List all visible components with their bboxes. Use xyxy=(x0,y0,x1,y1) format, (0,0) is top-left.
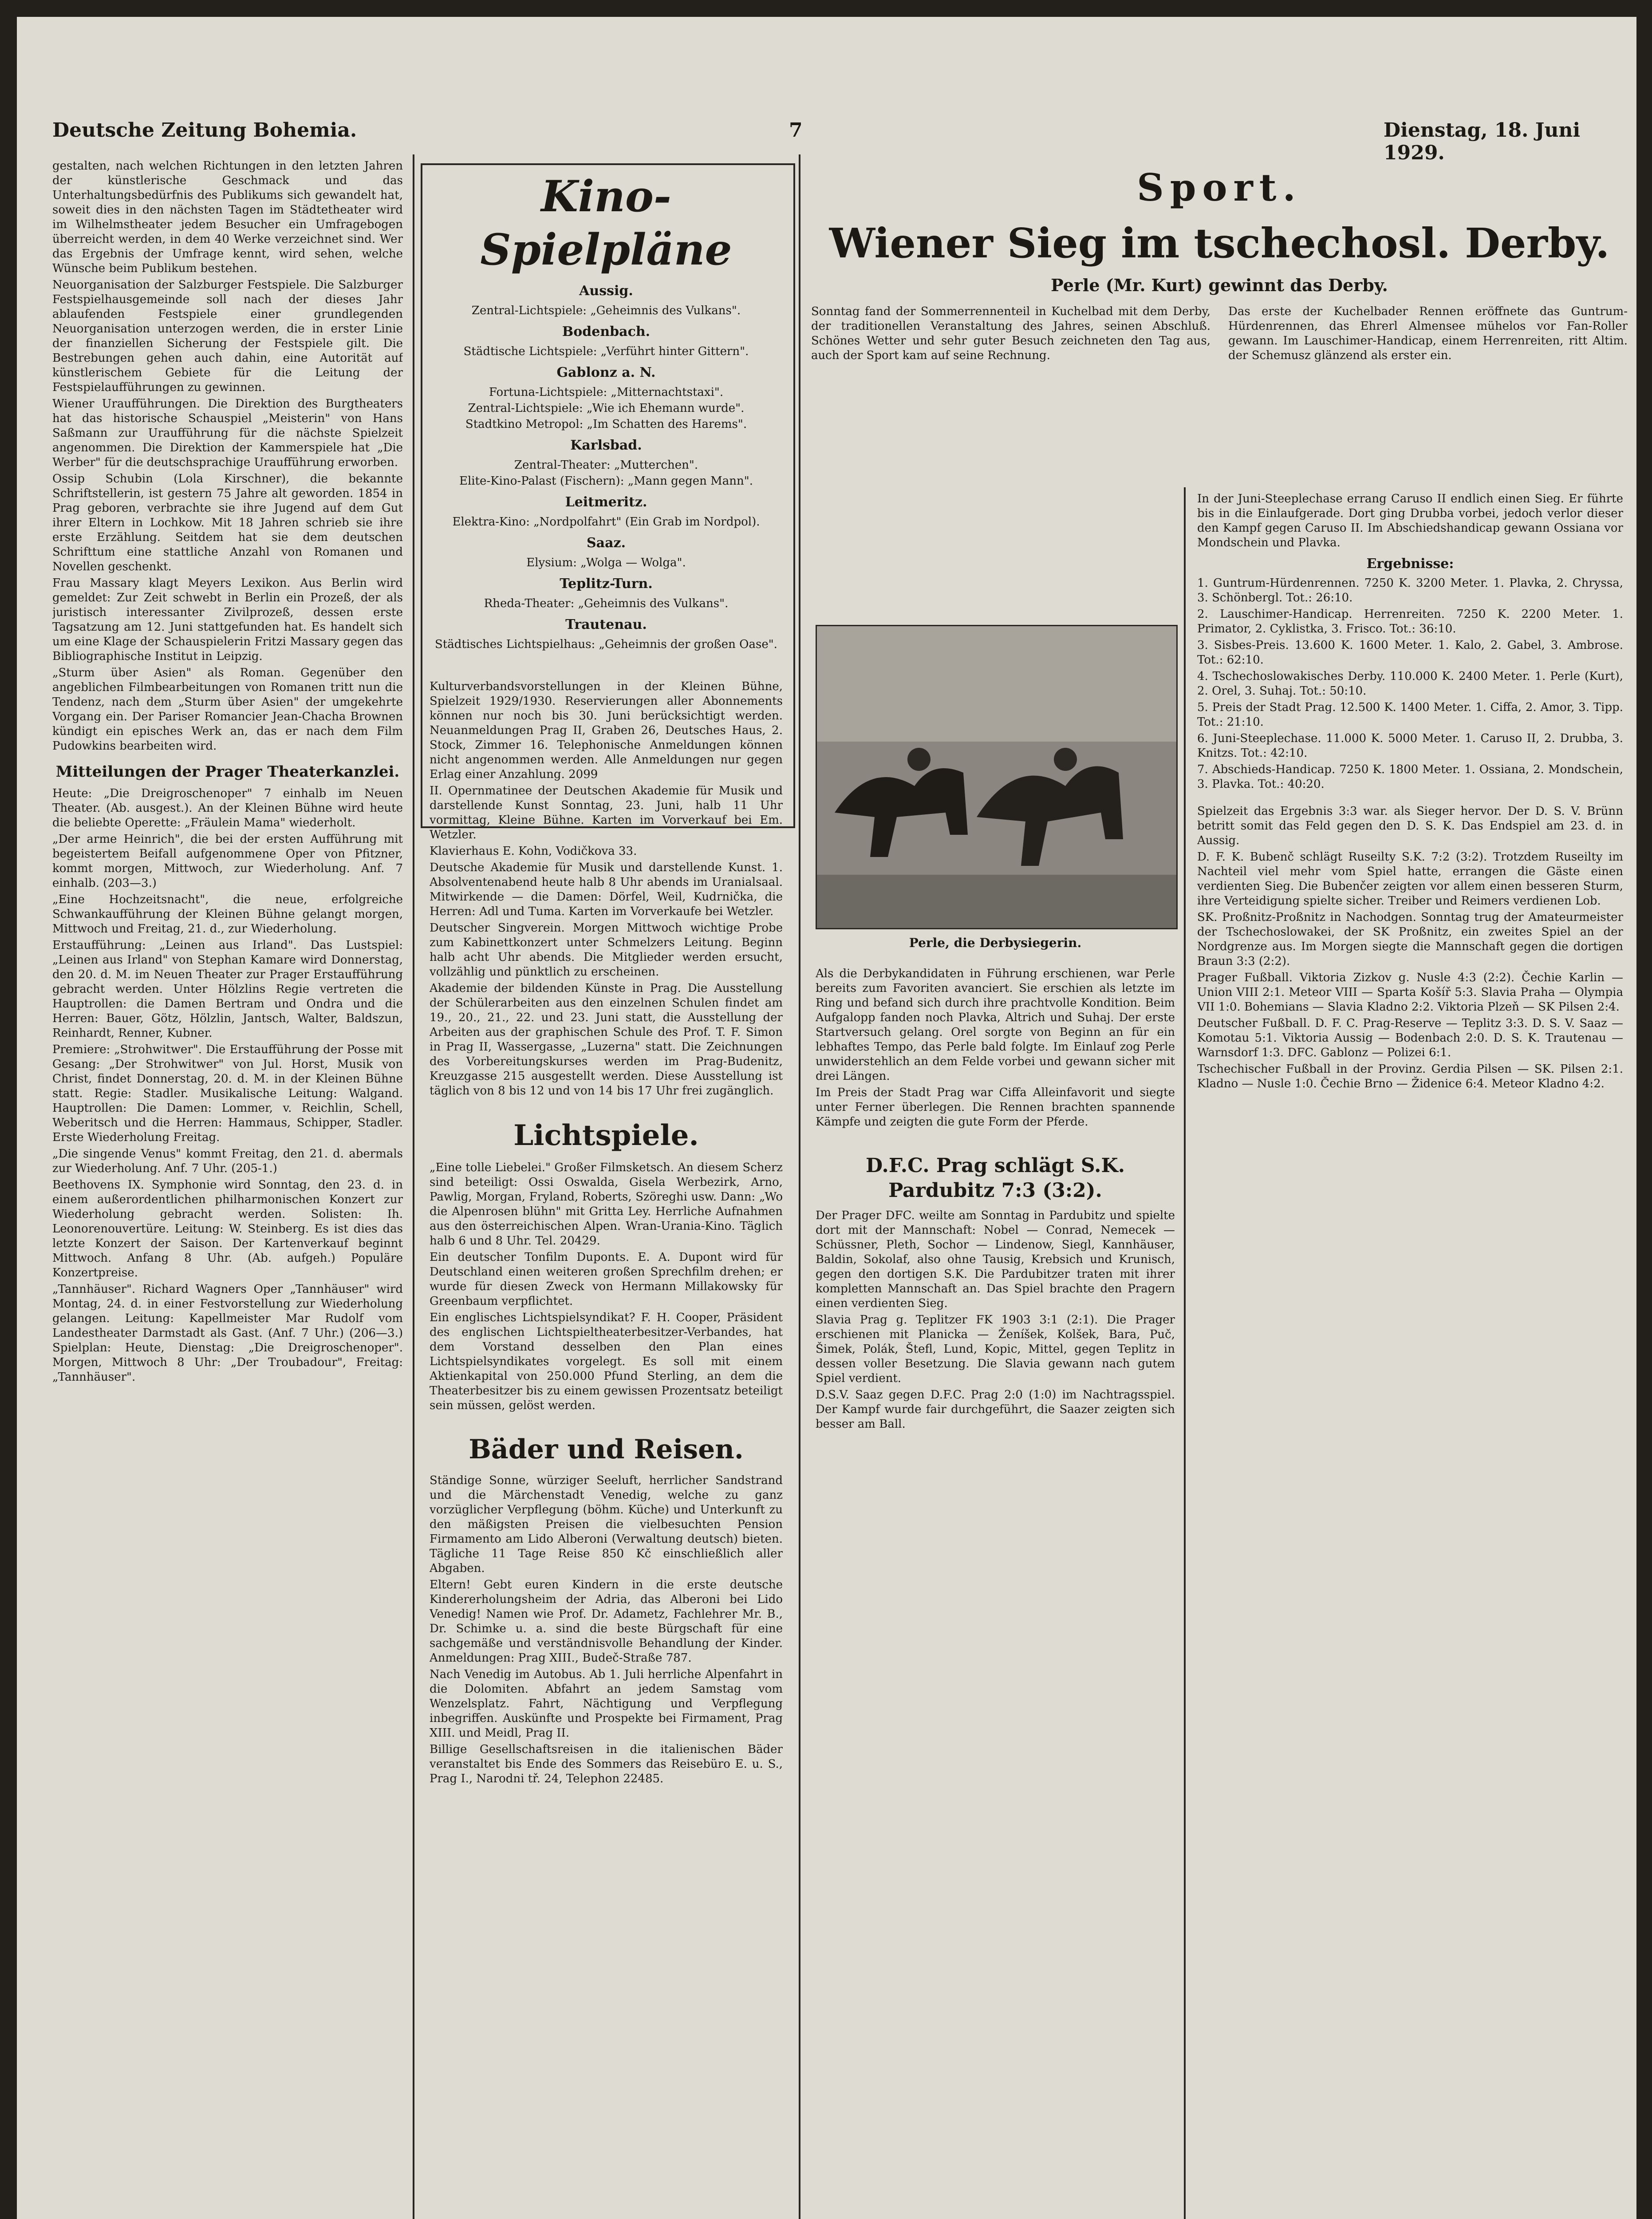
lichtspiele-paragraph: Ein deutscher Tonfilm Duponts. E. A. Dupont wird für Deutschland einen weiteren großen Sprechfilm drehen; er wurde für diesen Zweck von Hermann Millakowsky für Greenbaum verpflichtet. xyxy=(430,1251,783,1308)
newspaper-page xyxy=(17,17,1636,2219)
sport-paragraph: Tschechischer Fußball in der Provinz. Gerdia Pilsen — SK. Pilsen 2:1. Kladno — Nusle 1:0. Čechie Brno — Židenice 6:4. Meteor Kladno 4:2. xyxy=(1197,1062,1623,1090)
sport-kicker: Sport. xyxy=(1137,166,1302,209)
football-paragraph: Der Prager DFC. weilte am Sonntag in Pardubitz und spielte dort mit der Mannschaft: Nobel — Conrad, Nemecek — Schüssner, Pleth, Sochor — Lindenow, Siegl, Kannhäuser, Baldin, Sokolaf, also ohne Tausig, Krebsich und Krunisch, gegen den dortigen S.K. Die Pardubitzer traten mit ihrer kompletten Mannschaft an. Das Spiel brachte den Pragern einen verdienten Sieg. xyxy=(816,1209,1175,1310)
theatre-column xyxy=(52,159,403,2219)
article-paragraph: „Sturm über Asien" als Roman. Gegenüber den angeblichen Filmbearbeitungen von Romanen tritt nun die Tendenz, nach dem „Sturm über Asien" der umgekehrte Vorgang ein. Der Pariser Romancier Jean-Chacha Brownen kündigt ein episches Werk an, das er nach dem Film Pudowkins bearbeiten wird. xyxy=(52,666,403,753)
column-rule xyxy=(413,154,414,2219)
derby-paragraph: Als die Derbykandidaten in Führung erschienen, war Perle bereits zum Favoriten avanciert. Sie erschien als letzte im Ring und befand sich durch ihre prachtvolle Kondition. Beim Aufgalopp fanden noch Plavka, Altrich und Suhaj. Der erste Startversuch gelang. Orel sorgte von Beginn an für ein lebhaftes Tempo, das Perle bald folgte. Im Einlauf zog Perle unwiderstehlich an dem Felde vorbei und gewann sicher mit drei Längen. xyxy=(816,967,1175,1083)
baeder-paragraph: Ständige Sonne, würziger Seeluft, herrlicher Sandstrand und die Märchenstadt Venedig, welche zu ganz vorzüglicher Verpflegung (böhm. Küche) und Unterkunft zu den mäßigsten Preisen die vielbesuchten Pension Firmamento am Lido Alberoni (Verwaltung deutsch) bieten. Tägliche 11 Tage Reise 850 Kč einschließlich aller Abgaben. xyxy=(430,1474,783,1575)
race-result: 7. Abschieds-Handicap. 7250 K. 1800 Meter. 1. Ossiana, 2. Mondschein, 3. Plavka. Tot.: 40:20. xyxy=(1197,763,1623,791)
notice-paragraph: Akademie der bildenden Künste in Prag. Die Ausstellung der Schülerarbeiten aus den einzelnen Schulen findet am 19., 20., 21., 22. und 23. Juni statt, die Ausstellung der Arbeiten aus der graphischen Schule des Prof. T. F. Simon in Prag II, Wassergasse, „Luzerna" statt. Die Zeichnungen des Vorbereitungskurses werden im Prag-Budenitz, Kreuzgasse 215 ausgestellt werden. Diese Ausstellung ist täglich von 8 bis 12 und von 14 bis 17 Uhr frei zugänglich. xyxy=(430,982,783,1098)
lichtspiele-paragraph: Ein englisches Lichtspielsyndikat? F. H. Cooper, Präsident des englischen Lichtspieltheaterbesitzer-Verbandes, hat dem Vorstand desselben den Plan eines Lichtspielsyndikates vorgelegt. Es soll mit einem Aktienkapital von 250.000 Pfund Sterling, an dem die Theaterbesitzer bis zu einem gewissen Prozentsatz beteiligt sein müssen, gelöst werden. xyxy=(430,1311,783,1412)
sport-paragraph: SK. Proßnitz-Proßnitz in Nachodgen. Sonntag trug der Amateurmeister der Tschechoslowakei, der SK Proßnitz, ein zweites Spiel an der Nordgrenze aus. Im Morgen siegte die Mannschaft gegen die dortigen Braun 3:3 (2:2). xyxy=(1197,911,1623,968)
notice-paragraph: II. Opernmatinee der Deutschen Akademie für Musik und darstellende Kunst Sonntag, 23. Juni, halb 11 Uhr vormittag, Kleine Bühne. Karten im Vorverkauf bei Em. Wetzler. xyxy=(430,784,783,841)
notice-paragraph: Heute: „Die Dreigroschenoper" 7 einhalb im Neuen Theater. (Ab. ausgest.). An der Kleinen Bühne wird heute die beliebte Operette: „Fräulein Mama" wiederholt. xyxy=(52,787,403,829)
sport-column-left xyxy=(816,967,1175,2219)
sport-lead-paragraph: Sonntag fand der Sommerrennenteil in Kuchelbad mit dem Derby, der traditionellen Veranstaltung des Jahres, seinen Abschluß. Schönes Wetter und sehr guter Besuch zeichneten den Tag aus, auch der Sport kam auf seine Rechnung. xyxy=(811,305,1210,362)
kino-entry: Rheda-Theater: „Geheimnis des Vulkans". xyxy=(484,597,729,610)
notice-paragraph: Klavierhaus E. Kohn, Vodičkova 33. xyxy=(430,845,637,858)
derby-photo xyxy=(816,625,1178,929)
derby-paragraph: Im Preis der Stadt Prag war Ciffa Alleinfavorit und siegte unter Ferner überlegen. Die Rennen brachten spannende Kämpfe und zeigten die gute Form der Pferde. xyxy=(816,1086,1175,1129)
football-paragraph: Slavia Prag g. Teplitzer FK 1903 3:1 (2:1). Die Prager erschienen mit Planicka — Ženíšek, Kolšek, Bara, Puč, Šimek, Polák, Štefl, Lund, Kopic, Mittel, gegen Teplitz in dessen voller Besetzung. Die Slavia gewann nach gutem Spiel verdient. xyxy=(816,1313,1175,1385)
theatre-notice-heading: Mitteilungen der Prager Theaterkanzlei. xyxy=(55,763,400,781)
football-headline: D.F.C. Prag schlägt S.K. Pardubitz 7:3 (3:2). xyxy=(865,1154,1125,1202)
horse-race-illustration xyxy=(817,626,1176,928)
notice-paragraph: „Eine Hochzeitsnacht", die neue, erfolgreiche Schwankaufführung der Kleinen Bühne gelangt morgen, Mittwoch und Freitag, 21. d., zur Wiederholung. xyxy=(52,893,403,936)
kino-entry: Elysium: „Wolga — Wolga". xyxy=(526,556,686,569)
sport-subhead: Perle (Mr. Kurt) gewinnt das Derby. xyxy=(1051,275,1388,295)
article-paragraph: Wiener Uraufführungen. Die Direktion des Burgtheaters hat das historische Schauspiel „Meisterin" von Hans Saßmann zur Uraufführung für die nächste Spielzeit angenommen. Die Direktion der Kammerspiele hat „Die Werber" für die deutschsprachige Uraufführung erworben. xyxy=(52,397,403,469)
kino-entry: Stadtkino Metropol: „Im Schatten des Harems". xyxy=(465,418,747,431)
sport-header xyxy=(811,163,1628,483)
sport-headline: Wiener Sieg im tschechosl. Derby. xyxy=(829,219,1610,267)
football-paragraph: D.S.V. Saaz gegen D.F.C. Prag 2:0 (1:0) im Nachtragsspiel. Der Kampf wurde fair durchgeführt, die Saazer zeigten sich besser am Ball. xyxy=(816,1388,1175,1431)
results-heading: Ergebnisse: xyxy=(1366,556,1454,572)
notice-paragraph: Premiere: „Strohwitwer". Die Erstaufführung der Posse mit Gesang: „Der Strohwitwer" von Jul. Horst, Musik von Christ, findet Donnerstag, 20. d. M. in der Kleinen Bühne statt. Regie: Stadler. Musikalische Leitung: Walgand. Hauptrollen: Die Damen: Lommer, v. Reichlin, Schell, Weberitsch und die Herren: Hammaus, Schipper, Stadler. Erste Wiederholung Freitag. xyxy=(52,1043,403,1144)
notice-paragraph: Erstaufführung: „Leinen aus Irland". Das Lustspiel: „Leinen aus Irland" von Stephan Kamare wird Donnerstag, den 20. d. M. im Neuen Theater zur Prager Erstaufführung gebracht werden. Unter Hölzlins Regie vertreten die Hauptrollen: die Damen Bertram und Ondra und die Herren: Bauer, Götz, Hölzlin, Jantsch, Walter, Baldszun, Reinhardt, Renner, Kubner. xyxy=(52,939,403,1040)
notice-paragraph: Deutsche Akademie für Musik und darstellende Kunst. 1. Absolventenabend heute halb 8 Uhr abends im Uranialsaal. Mitwirkende — die Damen: Dörfel, Weil, Kudrnička, die Herren: Adl und Tuma. Karten im Vorverkaufe bei Wetzler. xyxy=(430,861,783,918)
notice-paragraph: „Die singende Venus" kommt Freitag, den 21. d. abermals zur Wiederholung. Anf. 7 Uhr. (205-1.) xyxy=(52,1147,403,1175)
kino-city: Bodenbach. xyxy=(562,324,651,340)
article-paragraph: Frau Massary klagt Meyers Lexikon. Aus Berlin wird gemeldet: Zur Zeit schwebt in Berlin ein Prozeß, der als juristisch interessanter Zivilprozeß, dessen erste Tagsatzung am 12. Juni stattgefunden hat. Es handelt sich um eine Klage der Schauspielerin Fritzi Massary gegen das Bibliographische Institut in Leipzig. xyxy=(52,576,403,663)
sport-paragraph: Prager Fußball. Viktoria Zizkov g. Nusle 4:3 (2:2). Čechie Karlin — Union VIII 2:1. Meteor VIII — Sparta Košíř 5:3. Slavia Praha — Olympia VII 1:0. Bohemians — Slavia Kladno 2:2. Viktoria Plzeň — SK Pilsen 2:4. xyxy=(1197,971,1623,1014)
kino-city: Karlsbad. xyxy=(570,438,642,453)
article-paragraph: gestalten, nach welchen Richtungen in den letzten Jahren der künstlerische Geschmack und das Unterhaltungsbedürfnis des Publikums sich gewandelt hat, soweit dies in den nächsten Tagen im Städtetheater wird im Wilhelmstheater jedem Besucher ein Umfragebogen überreicht werden, in dem 40 Werke verzeichnet sind. Wer das Ergebnis der Umfrage kennt, wird sehen, welche Wünsche beim Publikum bestehen. xyxy=(52,159,403,275)
race-result: 1. Guntrum-Hürdenrennen. 7250 K. 3200 Meter. 1. Plavka, 2. Chryssa, 3. Schönbergl. Tot.: 26:10. xyxy=(1197,576,1623,604)
column-rule xyxy=(1184,487,1186,2219)
lichtspiele-paragraph: „Eine tolle Liebelei." Großer Filmsketsch. An diesem Scherz sind beteiligt: Ossi Oswalda, Gisela Werbezirk, Arno, Pawlig, Morgan, Fryland, Roberts, Szöreghi usw. Dann: „Wo die Alpenrosen blühn" mit Gritta Ley. Herrliche Aufnahmen aus den österreichischen Alpen. Wran-Urania-Kino. Täglich halb 6 und 8 Uhr. Tel. 20429. xyxy=(430,1161,783,1248)
kino-column xyxy=(430,170,783,2219)
sport-column-right xyxy=(1197,492,1623,2219)
notice-paragraph: Beethovens IX. Symphonie wird Sonntag, den 23. d. in einem außerordentlichen philharmonischen Konzert zur Wiederholung gebracht werden. Solisten: Ih. Leonorenouvertüre. Leitung: W. Steinberg. Es ist dies das letzte Konzert der Saison. Der Kartenverkauf beginnt Mittwoch. Anfang 8 Uhr. (Ab. aufgeh.) Populäre Konzertpreise. xyxy=(52,1178,403,1279)
baeder-paragraph: Eltern! Gebt euren Kindern in die erste deutsche Kindererholungsheim der Adria, das Alberoni bei Lido Venedig! Namen wie Prof. Dr. Adametz, Fachlehrer Mr. B., Dr. Schimke u. a. sind die beste Bürgschaft für eine sachgemäße und verständnisvolle Behandlung der Kinder. Anmeldungen: Prag XIII., Budeč-Straße 787. xyxy=(430,1578,783,1665)
kino-entry: Zentral-Theater: „Mutterchen". xyxy=(514,458,698,472)
lichtspiele-heading: Lichtspiele. xyxy=(513,1119,699,1152)
kino-entry: Städtisches Lichtspielhaus: „Geheimnis der großen Oase". xyxy=(435,638,777,651)
kino-title: Kino-Spielpläne xyxy=(480,171,732,275)
sport-lead-paragraph: Das erste der Kuchelbader Rennen eröffnete das Guntrum-Hürdenrennen, das Ehrerl Almensee mühelos vor Fan-Roller gewann. Im Lauschimer-Handicap, einem Herrenreiten, ritt Altim. der Schemusz glänzend als erster ein. xyxy=(1228,305,1628,362)
article-paragraph: Ossip Schubin (Lola Kirschner), die bekannte Schriftstellerin, ist gestern 75 Jahre alt geworden. 1854 in Prag geboren, verbrachte sie ihre Jugend auf dem Gut ihrer Eltern in Lochkow. Mit 18 Jahren schrieb sie ihre erste Erzählung. Seitdem hat sie dem deutschen Schrifttum eine stattliche Anzahl von Romanen und Novellen geschenkt. xyxy=(52,472,403,573)
issue-date: Dienstag, 18. Juni 1929. xyxy=(1384,119,1581,164)
kino-city: Aussig. xyxy=(579,283,633,299)
kino-entry: Zentral-Lichtspiele: „Wie ich Ehemann wurde". xyxy=(468,402,745,415)
photo-caption: Perle, die Derbysiegerin. xyxy=(909,936,1082,950)
kino-entry: Städtische Lichtspiele: „Verführt hinter Gittern". xyxy=(463,345,749,358)
kino-entry: Fortuna-Lichtspiele: „Mitternachtstaxi". xyxy=(489,386,724,399)
notice-paragraph: „Tannhäuser". Richard Wagners Oper „Tannhäuser" wird Montag, 24. d. in einer Festvorstellung zur Wiederholung gelangen. Leitung: Kapellmeister Mar Rudolf vom Landestheater Darmstadt als Gast. (Anf. 7 Uhr.) (206—3.) Spielplan: Heute, Dienstag: „Die Dreigroschenoper". Morgen, Mittwoch 8 Uhr: „Der Troubadour", Freitag: „Tannhäuser". xyxy=(52,1283,403,1384)
race-result: 4. Tschechoslowakisches Derby. 110.000 K. 2400 Meter. 1. Perle (Kurt), 2. Orel, 3. Suhaj. Tot.: 50:10. xyxy=(1197,670,1623,698)
kino-city: Saaz. xyxy=(586,535,626,551)
notice-paragraph: Kulturverbandsvorstellungen in der Kleinen Bühne, Spielzeit 1929/1930. Reservierungen aller Abonnements können nur noch bis 30. Juni berücksichtigt werden. Neuanmeldungen Prag II, Graben 26, Deutsches Haus, 2. Stock, Zimmer 16. Telephonische Anmeldungen können nicht angenommen werden. Alle Anmeldungen nur gegen Erlag einer Anzahlung. 2099 xyxy=(430,680,783,781)
baeder-paragraph: Billige Gesellschaftsreisen in die italienischen Bäder veranstaltet bis Ende des Sommers das Reisebüro E. u. S., Prag I., Narodni tř. 24, Telephon 22485. xyxy=(430,1743,783,1785)
sport-paragraph: D. F. K. Bubenč schlägt Ruseilty S.K. 7:2 (3:2). Trotzdem Ruseilty im Nachteil viel mehr vom Spiel hatte, errangen die Gäste einen verdienten Sieg. Die Bubenčer zeigten vor allem einen besseren Sturm, ihre Verteidigung spielte sicher. Treiber und Reimers verdienen Lob. xyxy=(1197,850,1623,908)
newspaper-name: Deutsche Zeitung Bohemia. xyxy=(52,119,357,142)
baeder-paragraph: Nach Venedig im Autobus. Ab 1. Juli herrliche Alpenfahrt in die Dolomiten. Abfahrt an jedem Samstag vom Wenzelsplatz. Fahrt, Nächtigung und Verpflegung inbegriffen. Auskünfte und Prospekte bei Firmament, Prag XIII. und Meidl, Prag II. xyxy=(430,1668,783,1740)
baeder-heading: Bäder und Reisen. xyxy=(469,1434,744,1465)
article-paragraph: Neuorganisation der Salzburger Festspiele. Die Salzburger Festspielhausgemeinde soll nach der dieses Jahr ablaufenden Festspiele einer grundlegenden Neuorganisation unterzogen werden, die in erster Linie der finanziellen Sicherung der Festspiele gilt. Die Bestrebungen gehen auch dahin, eine Autorität auf künstlerischem Gebiete für die Leitung der Festspielaufführungen zu gewinnen. xyxy=(52,278,403,394)
kino-city: Leitmeritz. xyxy=(565,494,647,510)
kino-entry: Elite-Kino-Palast (Fischern): „Mann gegen Mann". xyxy=(459,474,753,488)
page-number: 7 xyxy=(789,119,803,142)
kino-city: Trautenau. xyxy=(565,617,647,632)
race-result: 5. Preis der Stadt Prag. 12.500 K. 1400 Meter. 1. Ciffa, 2. Amor, 3. Tipp. Tot.: 21:10. xyxy=(1197,701,1623,729)
notice-paragraph: Deutscher Singverein. Morgen Mittwoch wichtige Probe zum Kabinettkonzert unter Schmelzers Leitung. Beginn halb acht Uhr abends. Die Mitglieder werden ersucht, vollzählig und pünktlich zu erscheinen. xyxy=(430,921,783,979)
sport-paragraph: In der Juni-Steeplechase errang Caruso II endlich einen Sieg. Er führte bis in die Einlaufgerade. Dort ging Drubba vorbei, jedoch verlor dieser den Kampf gegen Caruso II. Im Abschiedshandicap gewann Ossiana vor Mondschein und Plavka. xyxy=(1197,492,1623,549)
sport-paragraph: Deutscher Fußball. D. F. C. Prag-Reserve — Teplitz 3:3. D. S. V. Saaz — Komotau 5:1. Viktoria Aussig — Bodenbach 2:0. D. S. K. Trautenau — Warnsdorf 1:3. DFC. Gablonz — Polizei 6:1. xyxy=(1197,1017,1623,1059)
kino-city: Teplitz-Turn. xyxy=(560,576,653,592)
race-result: 6. Juni-Steeplechase. 11.000 K. 5000 Meter. 1. Caruso II, 2. Drubba, 3. Knitzs. Tot.: 42:10. xyxy=(1197,732,1623,760)
kino-entry: Zentral-Lichtspiele: „Geheimnis des Vulkans". xyxy=(471,304,741,317)
notice-paragraph: „Der arme Heinrich", die bei der ersten Aufführung mit begeistertem Beifall aufgenommene Oper von Pfitzner, kommt morgen, Mittwoch, zur Wiederholung. Anf. 7 einhalb. (203—3.) xyxy=(52,833,403,890)
sport-paragraph: Spielzeit das Ergebnis 3:3 war. als Sieger hervor. Der D. S. V. Brünn betritt somit das Feld gegen den D. S. K. Das Endspiel am 23. d. in Aussig. xyxy=(1197,805,1623,847)
column-rule xyxy=(799,154,800,2219)
race-result: 3. Sisbes-Preis. 13.600 K. 1600 Meter. 1. Kalo, 2. Gabel, 3. Ambrose. Tot.: 62:10. xyxy=(1197,639,1623,667)
race-result: 2. Lauschimer-Handicap. Herrenreiten. 7250 K. 2200 Meter. 1. Primator, 2. Cyklistka, 3. Frisco. Tot.: 36:10. xyxy=(1197,608,1623,636)
kino-city: Gablonz a. N. xyxy=(556,365,656,380)
kino-entry: Elektra-Kino: „Nordpolfahrt" (Ein Grab im Nordpol). xyxy=(452,515,760,529)
